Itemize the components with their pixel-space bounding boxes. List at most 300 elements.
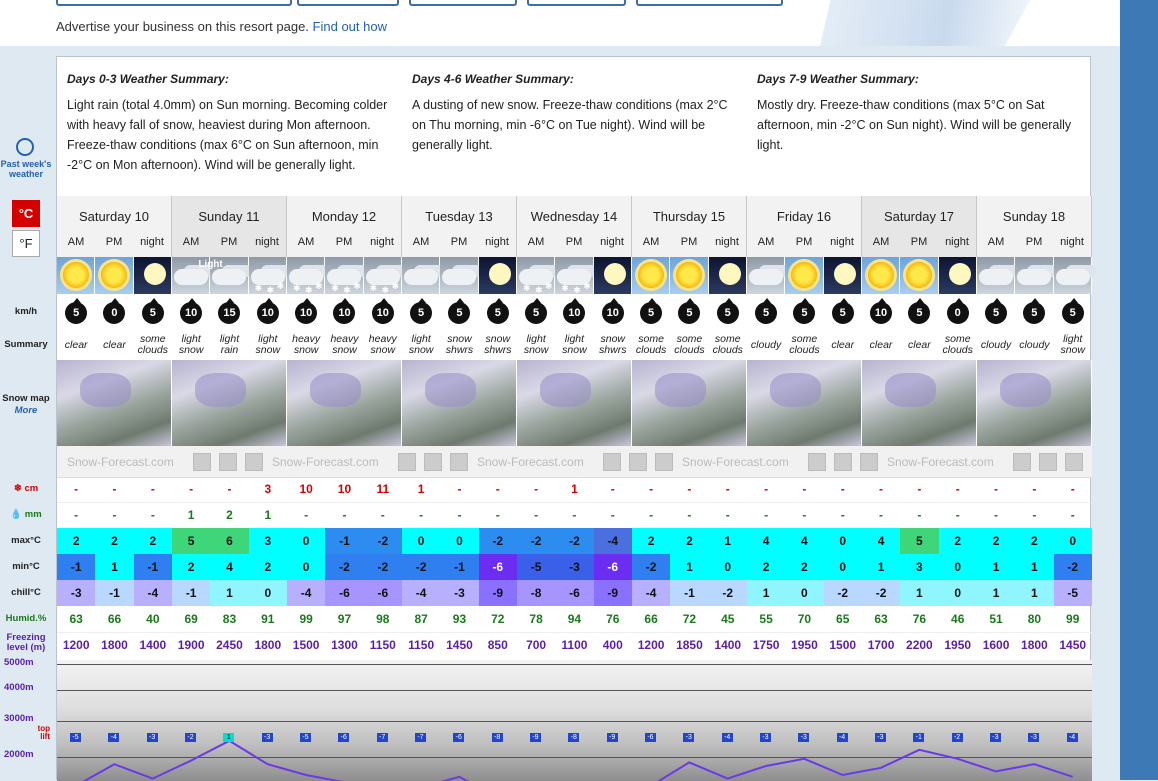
period-label: AM [757, 236, 775, 248]
chill-temp-value: -9 [479, 580, 517, 606]
period-labels [517, 236, 631, 248]
period-label: AM [527, 236, 545, 248]
period-label: night [830, 236, 854, 248]
lift-temp-marker: -3 [798, 733, 809, 742]
humidity-value: 72 [491, 612, 505, 626]
watermark-text: Snow-Forecast.com [887, 455, 994, 469]
day-header[interactable] [747, 196, 862, 257]
summary-text: light snow [523, 333, 549, 356]
light-rain-label: Light [198, 259, 223, 270]
rain-value: - [572, 508, 577, 522]
snow-map-more-link[interactable]: More [14, 405, 38, 416]
period-label: AM [642, 236, 660, 248]
chill-temp-value: -4 [632, 580, 670, 606]
snow-value: - [955, 482, 960, 496]
wind-speed: 10 [372, 302, 394, 324]
period-label: night [715, 236, 739, 248]
day-name: Monday 12 [311, 209, 377, 224]
chill-temp-value: 1 [210, 580, 248, 606]
max-temp-value: 1 [709, 528, 747, 554]
summary-text: light snow [178, 333, 204, 356]
snow-value: 11 [376, 482, 390, 496]
snow-value: 3 [264, 482, 272, 496]
rain-value: - [764, 508, 769, 522]
celsius-button[interactable]: °C [12, 200, 40, 227]
period-labels [287, 236, 401, 248]
top-lift-label: top lift [37, 724, 50, 741]
weather-icon [632, 257, 670, 294]
max-temp-value: 0 [287, 528, 325, 554]
wind-arrow-icon [402, 294, 440, 331]
rain-value: - [610, 508, 615, 522]
lift-temp-marker: -2 [185, 733, 196, 742]
min-temp-label: min°C [12, 561, 40, 572]
freezing-level-value: 1450 [1059, 638, 1087, 652]
snow-value: - [495, 482, 500, 496]
watermark-text: Snow-Forecast.com [477, 455, 584, 469]
summary-text: light snow [255, 333, 281, 356]
rain-row [57, 502, 1092, 529]
wind-arrow-icon [939, 294, 977, 331]
snow-value: - [879, 482, 884, 496]
wind-arrow-icon [95, 294, 133, 331]
wind-speed: 5 [640, 302, 662, 324]
day-header[interactable] [862, 196, 977, 257]
period-labels [747, 236, 861, 248]
moon-icon [949, 263, 971, 285]
rain-value: - [802, 508, 807, 522]
max-temp-value: 0 [440, 528, 478, 554]
min-temp-value: 1 [977, 554, 1015, 580]
snowflake-icon: ✱ [254, 283, 263, 293]
wind-speed: 10 [180, 302, 202, 324]
freezing-level-value: 1850 [676, 638, 703, 652]
clock-icon[interactable] [16, 138, 34, 156]
map-control-icon[interactable] [398, 453, 416, 471]
weather-icon [939, 257, 977, 294]
weather-icon [402, 257, 440, 294]
min-temp-value: 1 [862, 554, 900, 580]
period-label: PM [335, 236, 353, 248]
lift-temp-marker: -7 [377, 733, 388, 742]
max-temp-value: -2 [364, 528, 402, 554]
rain-value: - [534, 508, 539, 522]
min-temp-value: -3 [555, 554, 593, 580]
snow-map-thumbnail[interactable] [977, 360, 1092, 446]
summary-row [57, 330, 1092, 360]
lift-temp-marker: -4 [722, 733, 733, 742]
max-temp-value: 0 [824, 528, 862, 554]
max-temp-value: -4 [594, 528, 632, 554]
period-labels [57, 236, 171, 248]
summary-text: cloudy [750, 338, 782, 351]
rain-value: - [74, 508, 79, 522]
wind-speed: 5 [525, 302, 547, 324]
wind-speed: 5 [448, 302, 470, 324]
snow-value: - [610, 482, 615, 496]
weather-icon [287, 257, 325, 294]
weather-icon [747, 257, 785, 294]
snow-value: 10 [299, 482, 313, 496]
humidity-value: 94 [567, 612, 582, 626]
period-labels [402, 236, 516, 248]
weather-icon [594, 257, 632, 294]
freezing-level-value: 1900 [177, 638, 205, 652]
day-header[interactable] [402, 196, 517, 257]
rain-value: 1 [264, 508, 272, 522]
humidity-value: 99 [299, 612, 313, 626]
humidity-value: 55 [759, 612, 773, 626]
snowflake-icon: ✱ [276, 281, 285, 291]
rain-value: - [304, 508, 309, 522]
min-temp-value: -2 [632, 554, 670, 580]
map-control-icon[interactable] [1065, 453, 1083, 471]
top-tab[interactable] [56, 0, 292, 6]
min-temp-value: 2 [747, 554, 785, 580]
map-control-icon[interactable] [193, 453, 211, 471]
rain-value: 1 [187, 508, 195, 522]
min-temp-value: 2 [249, 554, 287, 580]
snow-value: - [150, 482, 155, 496]
wind-speed: 10 [563, 302, 585, 324]
humidity-value: 63 [69, 612, 83, 626]
weather-icon [1054, 257, 1092, 294]
rain-value: - [150, 508, 155, 522]
map-control-icon[interactable] [655, 453, 673, 471]
snowflake-icon: ✱ [292, 283, 301, 293]
wind-arrow-icon [977, 294, 1015, 331]
weather-icon [134, 257, 172, 294]
period-label: PM [680, 236, 698, 248]
moon-icon [604, 263, 626, 285]
wind-speed: 5 [487, 302, 509, 324]
min-temp-value: 0 [287, 554, 325, 580]
summary-text: heavy snow [330, 333, 359, 356]
summary-text: clear [64, 338, 88, 351]
humidity-value: 66 [644, 612, 658, 626]
summary-text: Light rain (total 4.0mm) on Sun morning. Becoming colder with heavy fall of snow, heaviest during Mon afternoon. Freeze-thaw conditions (max 6°C on Sun afternoon, min -2°C on Mon afternoon). Wind will be generally light. [67, 98, 388, 172]
snow-value: - [649, 482, 654, 496]
wind-speed: 0 [103, 302, 125, 324]
wind-speed: 10 [295, 302, 317, 324]
summary-text: light rain [219, 333, 240, 356]
map-control-icon[interactable] [245, 453, 263, 471]
past-week-link[interactable]: Past week's weather [0, 159, 52, 179]
rain-mm-label: 💧 mm [10, 509, 42, 520]
summary-text: snow shwrs [484, 333, 512, 356]
snowflake-icon: ✱ [573, 285, 581, 295]
humidity-value: 69 [184, 612, 198, 626]
freezing-level-value: 2450 [216, 638, 243, 652]
map-control-icon[interactable] [219, 453, 237, 471]
max-temp-value: 5 [172, 528, 210, 554]
fahrenheit-button[interactable]: °F [12, 230, 40, 257]
max-temp-value: 0 [1054, 528, 1092, 554]
top-tab[interactable] [527, 0, 626, 6]
max-temp-value: 2 [95, 528, 133, 554]
summary-label: Summary [4, 339, 48, 350]
summary-text: snow shwrs [445, 333, 474, 356]
period-label: PM [105, 236, 123, 248]
rain-value: - [419, 508, 424, 522]
rain-value: - [342, 508, 347, 522]
period-label: night [370, 236, 394, 248]
humidity-value: 51 [989, 612, 1003, 626]
day-header[interactable] [977, 196, 1092, 257]
weather-icon [824, 257, 862, 294]
map-control-icon[interactable] [1013, 453, 1031, 471]
freezing-level-value: 1750 [752, 638, 780, 652]
chill-temp-value: -4 [402, 580, 440, 606]
period-label: PM [910, 236, 928, 248]
wind-arrow-icon [517, 294, 555, 331]
weather-icon [95, 257, 133, 294]
summary-title: Days 4-6 Weather Summary: [412, 72, 574, 86]
min-temp-value: 1 [95, 554, 133, 580]
humidity-value: 98 [376, 612, 390, 626]
elev-4000-label: 4000m [4, 682, 34, 693]
day-header[interactable] [57, 196, 172, 257]
freezing-level-label: Freezing level (m) [6, 632, 46, 653]
day-header[interactable] [172, 196, 287, 257]
period-label: AM [412, 236, 430, 248]
chill-temp-value: -3 [440, 580, 478, 606]
weather-icon [479, 257, 517, 294]
summary-text: some clouds [712, 333, 743, 356]
summary-text: A dusting of new snow. Freeze-thaw conditions (max 2°C on Thu morning, min -6°C on Tue night). Wind will be generally light. [412, 98, 728, 152]
day-name: Sunday 18 [1002, 209, 1066, 224]
weather-icon [249, 257, 287, 294]
snow-map-label: Snow map [2, 393, 50, 404]
humidity-row [57, 606, 1092, 633]
rain-value: - [840, 508, 845, 522]
watermark-text: Snow-Forecast.com [682, 455, 789, 469]
top-tab[interactable] [409, 0, 517, 6]
freezing-level-value: 1200 [637, 638, 665, 652]
snow-row [57, 476, 1092, 503]
weather-icon [440, 257, 478, 294]
chill-temp-value: -6 [325, 580, 363, 606]
map-control-icon[interactable] [808, 453, 826, 471]
rain-mm-text: mm [24, 509, 42, 520]
day-header[interactable] [287, 196, 402, 257]
map-control-icon[interactable] [834, 453, 852, 471]
snow-value: - [227, 482, 232, 496]
freezing-level-line [76, 741, 1073, 781]
wind-speed: 5 [65, 302, 87, 324]
day-header[interactable] [517, 196, 632, 257]
map-control-icon[interactable] [424, 453, 442, 471]
moon-icon [489, 263, 511, 285]
max-temp-value: -2 [479, 528, 517, 554]
snow-map-thumbnail[interactable] [172, 360, 287, 446]
snowflake-icon: ✱ [314, 281, 323, 291]
freezing-level-value: 850 [487, 638, 508, 652]
wind-speed: 5 [908, 302, 930, 324]
wind-speed: 5 [410, 302, 432, 324]
snow-map-thumbnail[interactable] [862, 360, 977, 446]
wind-speed: 5 [142, 302, 164, 324]
snow-value: - [840, 482, 845, 496]
moon-icon [834, 263, 856, 285]
wind-arrow-icon [57, 294, 95, 331]
rain-value: 2 [226, 508, 233, 522]
rain-value: - [687, 508, 692, 522]
map-control-icon[interactable] [629, 453, 647, 471]
summary-text: clear [103, 338, 126, 351]
humidity-value: 45 [721, 612, 735, 626]
min-temp-value: -2 [325, 554, 363, 580]
max-temp-value: 2 [1015, 528, 1053, 554]
humidity-value: 80 [1027, 612, 1042, 626]
wind-arrow-icon [287, 294, 325, 331]
humidity-value: 76 [606, 612, 620, 626]
day-header[interactable] [632, 196, 747, 257]
lift-temp-marker: -5 [300, 733, 311, 742]
humidity-value: 97 [337, 612, 352, 626]
max-temp-value: 5 [900, 528, 938, 554]
snow-map-thumbnail[interactable] [287, 360, 402, 446]
min-temp-value: 2 [172, 554, 210, 580]
period-label: PM [565, 236, 583, 248]
wind-arrow-icon [747, 294, 785, 331]
snow-value: - [189, 482, 194, 496]
snow-map-thumbnail[interactable] [632, 360, 747, 446]
summary-text: some clouds [789, 333, 820, 356]
lift-temp-marker: -5 [70, 733, 81, 742]
lift-temp-marker: -3 [875, 733, 886, 742]
min-temp-value: 0 [709, 554, 747, 580]
max-temp-row [57, 528, 1092, 554]
weather-icon [1015, 257, 1053, 294]
wind-arrow-icon [632, 294, 670, 331]
wind-speed: 0 [947, 302, 969, 324]
summary-text: cloudy [980, 338, 1012, 351]
snow-map-thumbnail[interactable] [517, 360, 632, 446]
max-temp-value: 3 [249, 528, 287, 554]
snow-value: - [687, 482, 692, 496]
max-temp-value: 6 [210, 528, 248, 554]
summary-days-4-6 [402, 57, 747, 195]
max-temp-value: 4 [862, 528, 900, 554]
freezing-level-value: 1950 [791, 638, 818, 652]
wind-arrow-icon [555, 294, 593, 331]
weather-icon [900, 257, 938, 294]
period-label: night [945, 236, 969, 248]
top-tab[interactable] [297, 0, 399, 6]
freezing-line [57, 660, 1092, 781]
wind-speed: 5 [832, 302, 854, 324]
freezing-level-value: 1450 [446, 638, 473, 652]
freezing-level-value: 2200 [906, 638, 933, 652]
wind-arrow-icon [862, 294, 900, 331]
period-labels [862, 236, 976, 248]
period-label: PM [220, 236, 238, 248]
chill-temp-value: -1 [172, 580, 210, 606]
min-temp-value: -1 [134, 554, 172, 580]
snowflake-icon: ✱ [522, 283, 531, 293]
wind-arrow-icon [364, 294, 402, 331]
map-control-icon[interactable] [603, 453, 621, 471]
wind-arrow-icon [900, 294, 938, 331]
freezing-level-value: 1150 [408, 638, 435, 652]
elevation-chart [57, 660, 1092, 781]
summary-text: light snow [562, 333, 587, 356]
lift-temp-marker: -9 [607, 733, 618, 742]
snow-map-thumbnail[interactable] [57, 360, 172, 446]
chill-temp-label: chill°C [11, 587, 41, 598]
chill-temp-value: 1 [977, 580, 1015, 606]
rain-value: - [879, 508, 884, 522]
right-sidebar [1120, 0, 1158, 780]
map-control-icon[interactable] [450, 453, 468, 471]
map-control-icon[interactable] [1039, 453, 1057, 471]
humidity-value: 91 [261, 612, 275, 626]
humidity-value: 93 [452, 612, 467, 626]
freezing-level-value: 1200 [62, 638, 90, 652]
wind-arrow-icon [210, 294, 248, 331]
snow-value: - [1032, 482, 1037, 496]
max-temp-value: 2 [57, 528, 95, 554]
weather-icon [977, 257, 1015, 294]
snow-value: - [764, 482, 769, 496]
min-temp-value: 3 [900, 554, 938, 580]
rain-value: - [380, 508, 385, 522]
chill-temp-value: -6 [364, 580, 402, 606]
forecast-table [56, 56, 1091, 780]
period-label: AM [987, 236, 1005, 248]
lift-temp-marker: -6 [645, 733, 656, 742]
find-out-how-link[interactable]: Find out how [312, 19, 387, 34]
period-labels [632, 236, 746, 248]
max-temp-value: 4 [747, 528, 785, 554]
snow-map-thumbnail[interactable] [747, 360, 862, 446]
watermark-text: Snow-Forecast.com [67, 455, 174, 469]
snow-value: - [74, 482, 79, 496]
rain-value: - [917, 508, 922, 522]
period-label: night [140, 236, 164, 248]
lift-temp-marker: -4 [108, 733, 119, 742]
max-temp-value: -2 [517, 528, 555, 554]
max-temp-value: 2 [632, 528, 670, 554]
snowflake-icon: ✱ [381, 285, 390, 295]
wind-speed: 5 [678, 302, 700, 324]
chill-temp-value: 0 [939, 580, 977, 606]
max-temp-value: 2 [670, 528, 708, 554]
rain-value: - [955, 508, 960, 522]
min-temp-value: -2 [364, 554, 402, 580]
snow-cm-label: ❄ cm [13, 483, 39, 494]
snow-map-thumbnail[interactable] [402, 360, 517, 446]
humidity-value: 65 [836, 612, 850, 626]
freezing-level-value: 1800 [101, 638, 128, 652]
summary-text: cloudy [1019, 338, 1050, 351]
chill-temp-value: -2 [824, 580, 862, 606]
weather-icon [709, 257, 747, 294]
snow-value: - [457, 482, 462, 496]
cloud-icon [749, 269, 783, 285]
max-temp-value: 2 [134, 528, 172, 554]
map-control-icon[interactable] [860, 453, 878, 471]
chill-temp-value: -3 [57, 580, 95, 606]
top-tab[interactable] [636, 0, 783, 6]
lift-temp-marker: -6 [453, 733, 464, 742]
min-temp-value: -1 [440, 554, 478, 580]
humidity-value: 66 [107, 612, 122, 626]
snowflake-icon: ✱ [583, 281, 591, 291]
humidity-value: 99 [1066, 612, 1080, 626]
weather-icon [364, 257, 402, 294]
